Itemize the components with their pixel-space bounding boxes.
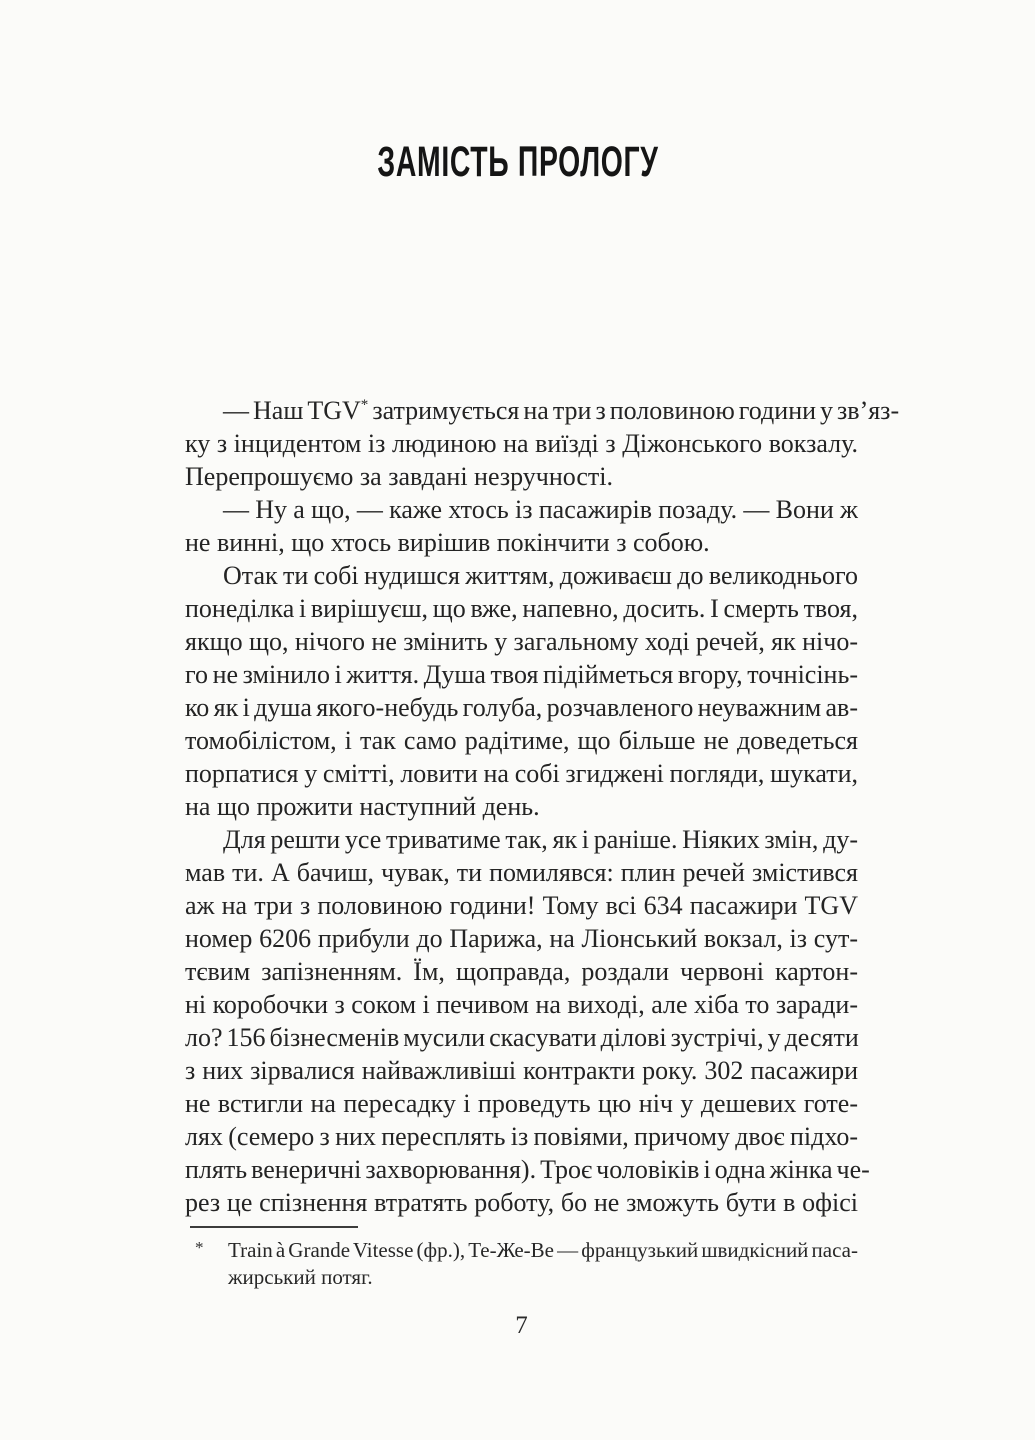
footnote-line: Train à Grande Vitesse (фр.), Те-Же-Ве — французький швидкісний паса- <box>228 1238 858 1262</box>
text-line: на що прожити наступний день. <box>185 792 540 821</box>
text-line: — Наш TGV* затримується на три з половиною години у зв’яз- <box>223 396 900 425</box>
text-line: — Ну а що, — каже хтось із пасажирів позаду. — Вони ж <box>223 495 858 524</box>
text-line: не встигли на пересадку і проведуть цю ніч у дешевих готе- <box>185 1089 858 1118</box>
text-line: мав ти. А бачиш, чувак, ти помилявся: плин речей змістився <box>185 858 858 887</box>
text-line: Для решти усе триватиме так, як і раніше. Ніяких змін, ду- <box>223 825 858 854</box>
text-line: ку з інцидентом із людиною на виїзді з Діжонського вокзалу. <box>185 429 858 458</box>
page-number: 7 <box>515 1312 528 1339</box>
text-line: го не змінило і життя. Душа твоя підійметься вгору, точнісінь- <box>185 660 858 689</box>
footnote-line: жирський потяг. <box>228 1265 373 1289</box>
text-line: томобілістом, і так само радітиме, що більше не доведеться <box>185 726 858 755</box>
text-line: Перепрошуємо за завдані незручності. <box>185 462 614 491</box>
text-line: рез це спізнення втратять роботу, бо не зможуть бути в офісі <box>185 1188 858 1217</box>
text-line: ло? 156 бізнесменів мусили скасувати ділові зустрічі, у десяти <box>185 1023 859 1052</box>
text-line: плять венеричні захворювання). Троє чоловіків і одна жінка че- <box>185 1155 870 1184</box>
text-line: тєвим запізненням. Їм, щоправда, роздали червоні картон- <box>185 957 858 986</box>
text-line: ко як і душа якого-небудь голуба, розчавленого неуважним ав- <box>185 693 858 722</box>
chapter-title-wrap <box>181 138 854 186</box>
text-line: номер 6206 прибули до Парижа, на Ліонський вокзал, із сут- <box>185 924 858 953</box>
text-line: з них зірвалися найважливіші контракти року. 302 пасажири <box>185 1056 858 1085</box>
text-line: якщо що, нічого не змінить у загальному ході речей, як нічо- <box>185 627 858 656</box>
body-text <box>185 394 900 1219</box>
text-line: аж на три з половиною години! Тому всі 634 пасажири TGV <box>185 891 858 920</box>
chapter-title: ЗАМІСТЬ ПРОЛОГУ <box>376 138 659 186</box>
text-line: понеділка і вирішуєш, що вже, напевно, досить. І смерть твоя, <box>185 594 858 623</box>
text-line: Отак ти собі нудишся життям, доживаєш до великоднього <box>223 561 858 590</box>
footnote-marker: * <box>195 1238 204 1257</box>
text-line: не винні, що хтось вирішив покінчити з собою. <box>185 528 710 557</box>
text-line: лях (семеро з них пересплять із повіями, причому двоє підхо- <box>185 1122 858 1151</box>
footnote <box>185 1237 858 1291</box>
footnote-divider <box>190 1226 358 1228</box>
text-line: ні коробочки з соком і печивом на виході, але хіба то заради- <box>185 990 858 1019</box>
text-line: порпатися у смітті, ловити на собі згиджені погляди, шукати, <box>185 759 858 788</box>
footnote-text <box>228 1237 858 1291</box>
